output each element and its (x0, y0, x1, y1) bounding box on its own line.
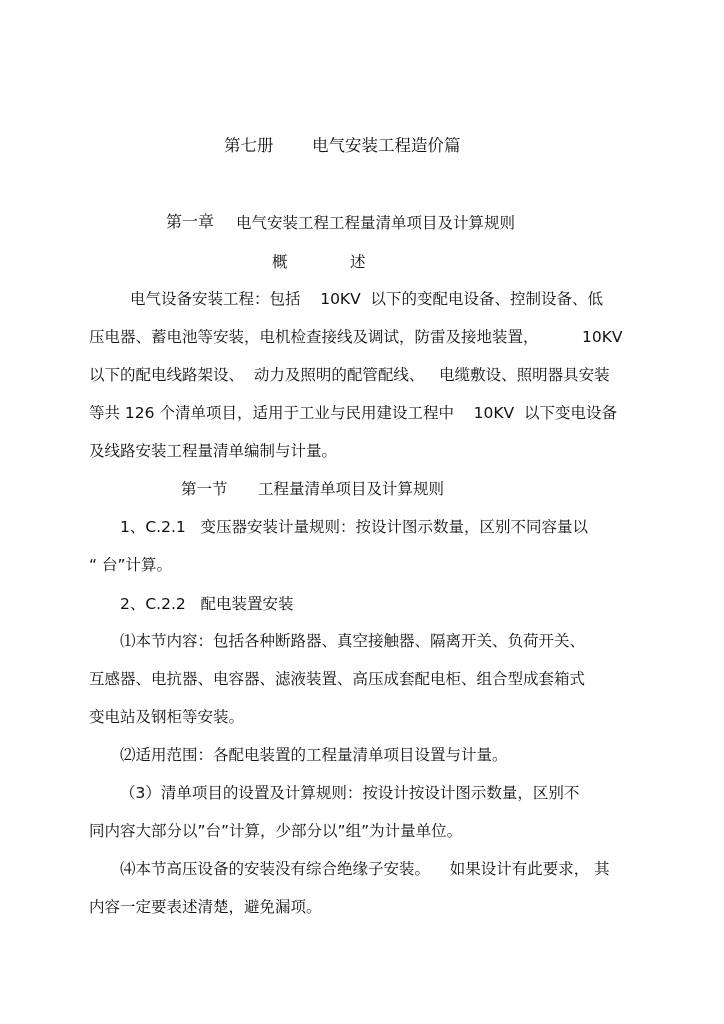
intro-line-1: 电气设备安装工程：包括 10KV 以下的变配电设备、控制设备、低 (130, 290, 604, 308)
subitem-4-line-2: 内容一定要表述清楚，避免漏项。 (89, 898, 322, 916)
intro-line-2: 压电器、蓄电池等安装，电机检查接线及调试，防雷及接地装置， (89, 328, 539, 346)
subitem-3-line-2: 同内容大部分以”台”计算，少部分以”组”为计量单位。 (89, 822, 463, 840)
intro-line-2-end: 10KV (582, 328, 623, 346)
subitem-4-line-1: ⑷本节高压设备的安装没有综合绝缘子安装。 如果设计有此要求， 其 (120, 860, 610, 878)
volume-label: 第七册 (224, 136, 274, 155)
overview-char-1: 概 (272, 253, 288, 271)
intro-line-3: 以下的配电线路架设、 动力及照明的配管配线、 电缆敷设、照明器具安装 (89, 366, 610, 384)
subitem-3-line-1: （3）清单项目的设置及计算规则：按设计按设计图示数量，区别不 (120, 784, 580, 802)
subitem-2: ⑵适用范围：各配电装置的工程量清单项目设置与计量。 (120, 746, 508, 764)
subitem-1-line-2: 互感器、电抗器、电容器、滤液装置、高压成套配电柜、组合型成套箱式 (89, 670, 586, 688)
item-1-line-1: 1、C.2.1 变压器安装计量规则：按设计图示数量，区别不同容量以 (120, 518, 589, 536)
subitem-1-line-1: ⑴本节内容：包括各种断路器、真空接触器、隔离开关、负荷开关、 (120, 632, 586, 650)
intro-line-4: 等共 126 个清单项目，适用于工业与民用建设工程中 10KV 以下变电设备 (89, 404, 617, 422)
section-title: 工程量清单项目及计算规则 (258, 480, 445, 498)
overview-char-2: 述 (350, 253, 366, 271)
chapter-label: 第一章 (166, 212, 215, 231)
item-2-heading: 2、C.2.2 配电装置安装 (120, 595, 294, 613)
section-label: 第一节 (181, 480, 228, 498)
item-1-line-2: “ 台”计算。 (89, 556, 172, 574)
subitem-1-line-3: 变电站及钢柜等安装。 (89, 708, 245, 726)
volume-title: 电气安装工程造价篇 (312, 136, 461, 155)
chapter-title: 电气安装工程工程量清单项目及计算规则 (236, 214, 516, 232)
intro-line-5: 及线路安装工程量清单编制与计量。 (89, 442, 338, 460)
